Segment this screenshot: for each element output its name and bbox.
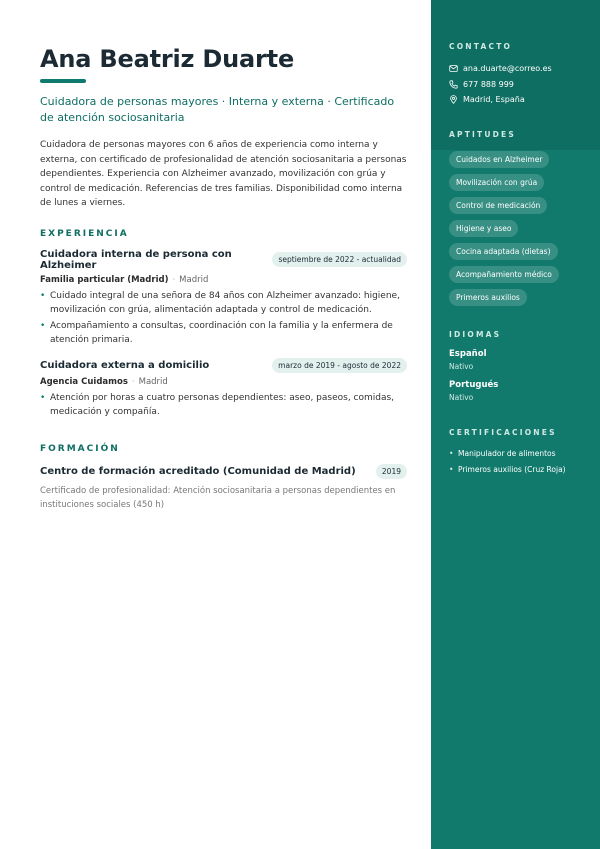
language-level: Nativo — [449, 392, 474, 402]
language-name: Portugués — [449, 379, 499, 390]
contact-location-text: Madrid, España — [463, 95, 525, 105]
job-entry — [40, 249, 407, 348]
education-section-title: FORMACIÓN — [40, 443, 120, 454]
job-bullet: • Atención por horas a cuatro personas dependientes: aseo, paseos, comidas, medicación y compañía. — [40, 391, 407, 420]
experience-section-title: EXPERIENCIA — [40, 228, 129, 239]
skill-chip: Control de medicación — [449, 197, 547, 214]
separator-dot: · — [131, 376, 135, 387]
job-dates: marzo de 2019 - agosto de 2022 — [272, 358, 407, 373]
job-bullets — [40, 289, 407, 348]
contact-list — [449, 61, 588, 108]
education-title: Centro de formación acreditado (Comunidad de Madrid) — [40, 465, 356, 477]
job-org: Agencia Cuidamos — [40, 376, 128, 387]
contact-email-text: ana.duarte@correo.es — [463, 64, 552, 74]
contact-phone-text: 677 888 999 — [463, 79, 514, 89]
job-title: Cuidadora interna de persona con Alzheimer — [40, 248, 232, 271]
certification-item: • Primeros auxilios (Cruz Roja) — [449, 462, 588, 479]
summary: Cuidadora de personas mayores con 6 años de experiencia como interna y externa, con certificado de profesionalidad de atención sociosanitaria a personas dependientes. Experiencia con Alzheimer avanzado, movilización con grúa y control de medicación. Referencias de tres familias. Disponibilidad como interna de lunes a viernes. — [40, 140, 407, 208]
skill-chip: Acompañamiento médico — [449, 266, 559, 283]
phone-icon — [449, 80, 458, 89]
skill-chip: Movilización con grúa — [449, 174, 544, 191]
language-name: Español — [449, 348, 487, 359]
contact-email[interactable] — [449, 61, 588, 77]
job-bullet: • Acompañamiento a consultas, coordinación con la familia y la enfermera de atención primaria. — [40, 319, 407, 348]
headline: Cuidadora de personas mayores · Interna y externa · Certificado de atención sociosanitaria — [40, 95, 395, 124]
education-description: Certificado de profesionalidad: Atención sociosanitaria a personas dependientes en instituciones sociales (450 h) — [40, 485, 396, 510]
job-entry — [40, 358, 407, 420]
education-entry — [40, 464, 407, 512]
certification-item: • Manipulador de alimentos — [449, 446, 588, 463]
certifications-list — [449, 446, 588, 479]
job-title: Cuidadora externa a domicilio — [40, 359, 210, 371]
contact-location — [449, 92, 588, 108]
skill-chip: Primeros auxilios — [449, 289, 527, 306]
skill-chip: Cuidados en Alzheimer — [449, 151, 549, 168]
language-level: Nativo — [449, 361, 474, 371]
job-location: Madrid — [179, 274, 209, 285]
job-org: Familia particular (Madrid) — [40, 274, 169, 285]
language-entry — [449, 380, 588, 402]
languages-section-title: IDIOMAS — [449, 329, 502, 339]
job-dates: septiembre de 2022 - actualidad — [272, 252, 407, 267]
skill-chip: Cocina adaptada (dietas) — [449, 243, 558, 260]
skills-list — [449, 147, 588, 308]
contact-section-title: CONTACTO — [449, 42, 513, 51]
job-employer — [40, 275, 407, 285]
sidebar — [431, 0, 600, 849]
separator-dot: · — [172, 274, 176, 285]
job-bullets — [40, 391, 407, 420]
job-employer — [40, 377, 407, 387]
mail-icon — [449, 64, 458, 73]
name-underline — [40, 79, 86, 83]
location-pin-icon — [449, 95, 458, 104]
job-location: Madrid — [138, 376, 168, 387]
certifications-section-title: CERTIFICACIONES — [449, 427, 557, 437]
job-bullet: • Cuidado integral de una señora de 84 años con Alzheimer avanzado: higiene, movilización con grúa, alimentación adaptada y control de medicación. — [40, 289, 407, 318]
language-entry — [449, 349, 588, 371]
education-year: 2019 — [376, 464, 407, 479]
contact-phone[interactable] — [449, 77, 588, 93]
skill-chip: Higiene y aseo — [449, 220, 518, 237]
skills-section-title: APTITUDES — [449, 129, 516, 139]
candidate-name: Ana Beatriz Duarte — [40, 45, 295, 73]
